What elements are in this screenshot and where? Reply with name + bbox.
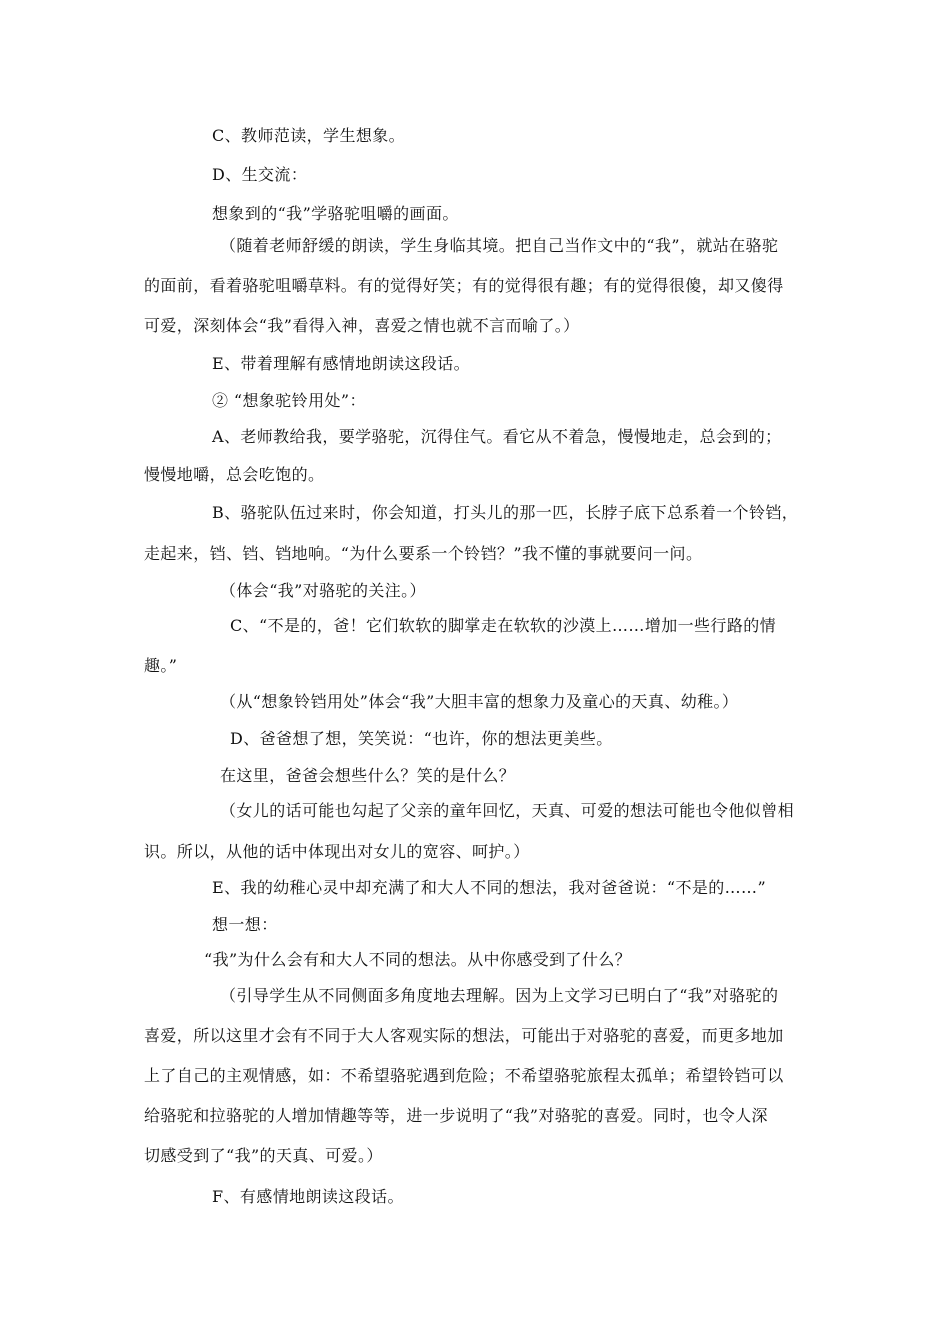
- text-line: 给骆驼和拉骆驼的人增加情趣等等，进一步说明了“我”对骆驼的喜爱。同时，也令人深: [144, 1106, 768, 1125]
- text-line: 慢慢地嚼，总会吃饱的。: [144, 465, 325, 484]
- text-line: ② “想象驼铃用处”：: [212, 391, 366, 410]
- text-line: 切感受到了“我”的天真、可爱。）: [144, 1146, 383, 1165]
- text-line: 走起来，铛、铛、铛地响。“为什么要系一个铃铛？”我不懂的事就要问一问。: [144, 544, 703, 563]
- text-line: C、“不是的，爸！它们软软的脚掌走在软软的沙漠上……增加一些行路的情: [230, 616, 777, 635]
- text-line: 趣。”: [144, 656, 178, 675]
- text-line: 可爱，深刻体会“我”看得入神，喜爱之情也就不言而喻了。）: [144, 316, 580, 335]
- text-line: 上了自己的主观情感，如：不希望骆驼遇到危险；不希望骆驼旅程太孤单；希望铃铛可以: [144, 1066, 784, 1085]
- text-line: 想一想：: [212, 915, 278, 934]
- text-line: B、骆驼队伍过来时，你会知道，打头儿的那一匹，长脖子底下总系着一个铃铛，: [212, 503, 799, 522]
- text-line: D、爸爸想了想，笑笑说：“也许，你的想法更美些。: [230, 729, 613, 748]
- text-line: 的面前，看着骆驼咀嚼草料。有的觉得好笑；有的觉得很有趣；有的觉得很傻，却又傻得: [144, 276, 784, 295]
- text-line: 在这里，爸爸会想些什么？笑的是什么？: [220, 766, 516, 785]
- text-line: （女儿的话可能也勾起了父亲的童年回忆，天真、可爱的想法可能也令他似曾相: [220, 801, 795, 820]
- text-line: （随着老师舒缓的朗读，学生身临其境。把自己当作文中的“我”，就站在骆驼: [220, 236, 779, 255]
- text-line: 识。所以，从他的话中体现出对女儿的宽容、呵护。）: [144, 842, 530, 861]
- text-line: “我”为什么会有和大人不同的想法。从中你感受到了什么？: [204, 950, 632, 969]
- text-line: （从“想象铃铛用处”体会“我”大胆丰富的想象力及童心的天真、幼稚。）: [220, 692, 739, 711]
- text-line: A、老师教给我，要学骆驼，沉得住气。看它从不着急，慢慢地走，总会到的；: [212, 427, 782, 446]
- text-line: E、带着理解有感情地朗读这段话。: [212, 354, 471, 373]
- text-line: （引导学生从不同侧面多角度地去理解。因为上文学习已明白了“我”对骆驼的: [220, 986, 779, 1005]
- text-line: E、我的幼稚心灵中却充满了和大人不同的想法，我对爸爸说：“不是的……”: [212, 878, 767, 897]
- text-line: 想象到的“我”学骆驼咀嚼的画面。: [212, 204, 459, 223]
- text-line: F、有感情地朗读这段话。: [212, 1187, 404, 1206]
- text-line: （体会“我”对骆驼的关注。）: [220, 581, 426, 600]
- text-line: C、教师范读，学生想象。: [212, 126, 406, 145]
- text-line: 喜爱，所以这里才会有不同于大人客观实际的想法，可能出于对骆驼的喜爱，而更多地加: [144, 1026, 784, 1045]
- text-line: D、生交流：: [212, 165, 308, 184]
